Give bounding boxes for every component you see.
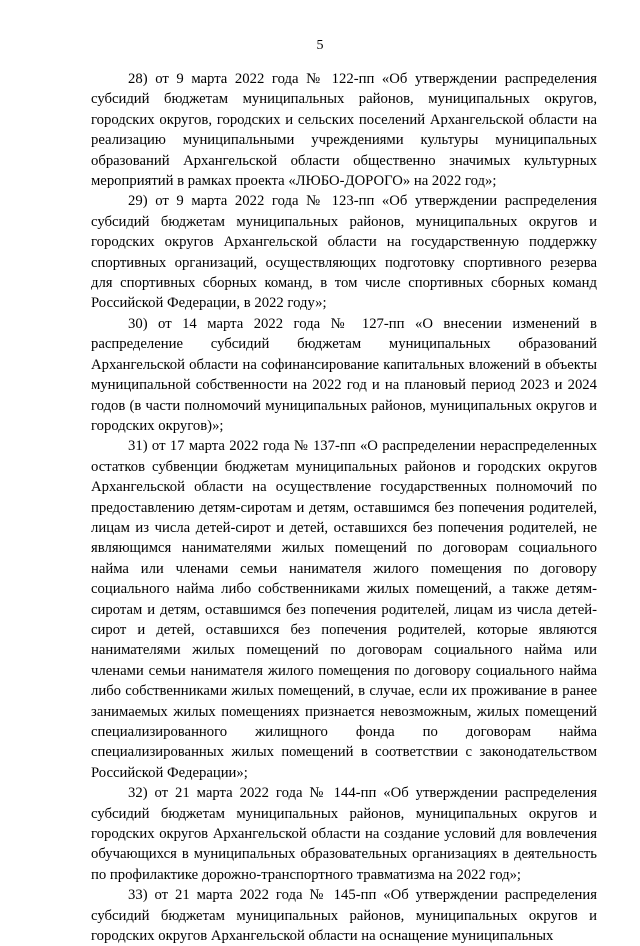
page-number: 5: [316, 38, 324, 53]
list-item-31: 31) от 17 марта 2022 года № 137-пп «О распределении нераспределенных остатков субвенции бюджетам муниципальных районов и городских округов Архангельской области на осуществление государственных полномочий по предоставлению детям-сиротам и детям, оставшимся без попечения родителей, лицам из числа детей-сирот и детей, оставшихся без попечения родителей, не являющимся нанимателями жилых помещений по договорам социального найма или членами семьи нанимателя жилого помещения по договору социального найма либо собственниками жилых помещений, а также детям-сиротам и детям, оставшимся без попечения родителей, лицам из числа детей-сирот и детей, оставшихся без попечения родителей, которые являются нанимателями жилых помещений по договорам социального найма или членами семьи нанимателя жилого помещения по договору социального найма либо собственниками жилых помещений, в случае, если их проживание в ранее занимаемых жилых помещениях признается невозможным, жилых помещений специализированного жилищного фонда по договорам найма специализированных жилых помещений в соответствии с законодательством Российской Федерации»;: [91, 438, 597, 781]
document-body: [91, 69, 597, 946]
list-item-33: 33) от 21 марта 2022 года № 145-пп «Об утверждении распределения субсидий бюджетам муниципальных районов, муниципальных округов и городских округов Архангельской области на оснащение муниципальных: [91, 887, 597, 945]
list-item-29: 29) от 9 марта 2022 года № 123-пп «Об утверждении распределения субсидий бюджетам муниципальных районов, муниципальных округов и городских округов Архангельской области на государственную поддержку спортивных организаций, осуществляющих подготовку спортивного резерва для спортивных сборных команд, в том числе спортивных сборных команд Российской Федерации, в 2022 году»;: [91, 193, 597, 312]
list-item-32: 32) от 21 марта 2022 года № 144-пп «Об утверждении распределения субсидий бюджетам муниципальных районов, муниципальных округов и городских округов Архангельской области на создание условий для вовлечения обучающихся в муниципальных образовательных организациях в деятельность по профилактике дорожно-транспортного травматизма на 2022 год»;: [91, 785, 597, 883]
list-item-30: 30) от 14 марта 2022 года № 127-пп «О внесении изменений в распределение субсидий бюджетам муниципальных образований Архангельской области на софинансирование капитальных вложений в объекты муниципальной собственности на 2022 год и на плановый период 2023 и 2024 годов (в части полномочий муниципальных районов, муниципальных округов и городских округов)»;: [91, 315, 597, 434]
list-item-28: 28) от 9 марта 2022 года № 122-пп «Об утверждении распределения субсидий бюджетам муниципальных районов, муниципальных округов, городских округов, городских и сельских поселений Архангельской области на реализацию муниципальными учреждениями культуры муниципальных образований Архангельской области общественно значимых культурных мероприятий в рамках проекта «ЛЮБО-ДОРОГО» на 2022 год»;: [91, 71, 597, 190]
